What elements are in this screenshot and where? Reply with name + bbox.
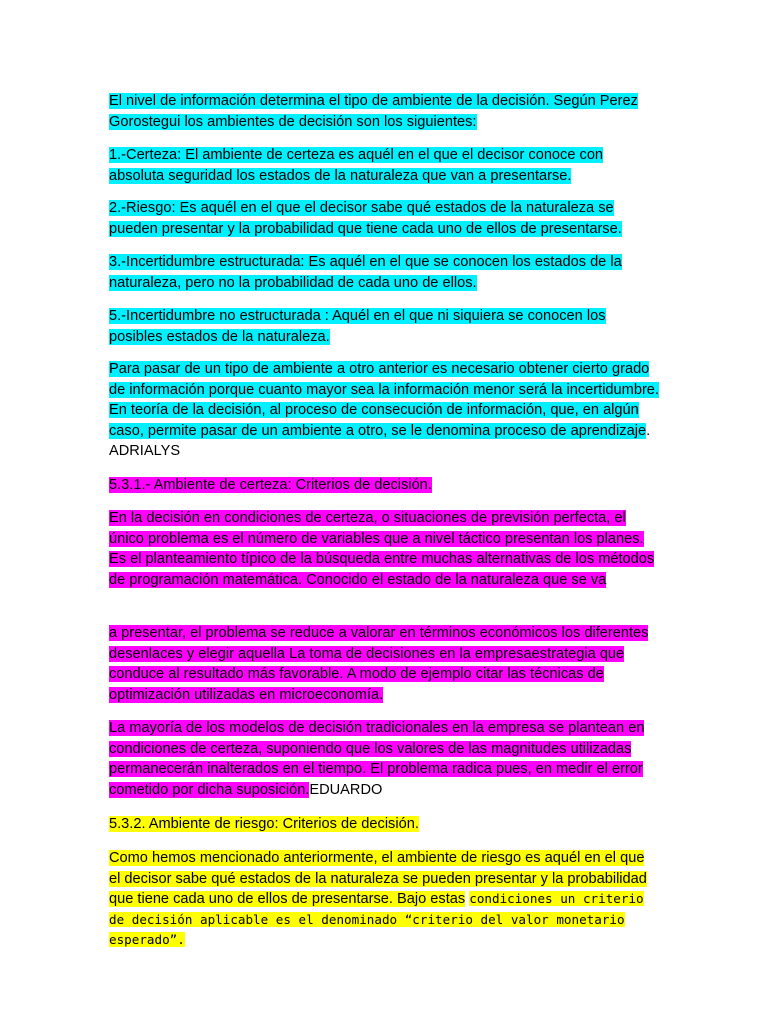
section-heading-riesgo xyxy=(109,814,659,835)
paragraph-aprendizaje xyxy=(109,359,659,462)
paragraph-valorar xyxy=(109,623,659,705)
paragraph-condiciones-certeza xyxy=(109,508,659,590)
highlighted-text: a presentar, el problema se reduce a valorar en términos económicos los diferentes desenlaces y elegir aquella La toma de decisiones en la empresaestrategia que conduce al resultado más favorable. A modo de ejemplo citar las técnicas de optimización utilizadas en microeconomía. xyxy=(109,625,649,703)
highlighted-text: 5.-Incertidumbre no estructurada : Aquél en el que ni siquiera se conocen los posibles estados de la naturaleza. xyxy=(109,308,606,345)
paragraph-intro xyxy=(109,91,659,132)
highlighted-text-monospace: condiciones un criterio de decisión aplicable es el denominado “criterio del valor monetario esperado”. xyxy=(109,891,644,947)
author-tag: EDUARDO xyxy=(309,781,383,798)
highlighted-text: En la decisión en condiciones de certeza, o situaciones de previsión perfecta, el único problema es el número de variables que a nivel táctico presentan los planes. Es el planteamiento típico de la búsqueda entre muchas alternativas de los métodos de programación matemática. Conocido el estado de la naturaleza que se va xyxy=(109,510,655,588)
paragraph-incertidumbre-estructurada xyxy=(109,252,659,293)
highlighted-text: Como hemos mencionado anteriormente, el ambiente de riesgo es aquél en el que el decisor sabe qué estados de la naturaleza se pueden presentar y la probabilidad que tiene cada uno de ellos de presentarse. Bajo estas xyxy=(109,850,647,907)
highlighted-text: 1.-Certeza: El ambiente de certeza es aquél en el que el decisor conoce con absoluta seguridad los estados de la naturaleza que van a presentarse. xyxy=(109,147,604,184)
highlighted-text: La mayoría de los modelos de decisión tradicionales en la empresa se plantean en condiciones de certeza, suponiendo que los valores de las magnitudes utilizadas permanecerán inalterados en el tiempo. El problema radica pues, en medir el error cometido por dicha suposición. xyxy=(109,720,645,798)
author-tag: . ADRIALYS xyxy=(109,422,651,459)
paragraph-riesgo xyxy=(109,198,659,239)
highlighted-text: 3.-Incertidumbre estructurada: Es aquél en el que se conocen los estados de la naturaleza, pero no la probabilidad de cada uno de ellos. xyxy=(109,254,622,291)
paragraph-ambiente-riesgo xyxy=(109,848,659,951)
paragraph-certeza xyxy=(109,145,659,186)
section-heading-certeza xyxy=(109,475,659,496)
highlighted-text: Para pasar de un tipo de ambiente a otro anterior es necesario obtener cierto grado de información porque cuanto mayor sea la información menor será la incertidumbre. En teoría de la decisión, al proceso de consecución de información, que, en algún caso, permite pasar de un ambiente a otro, se le denomina proceso de aprendizaje xyxy=(109,361,659,439)
highlighted-text: 5.3.2. Ambiente de riesgo: Criterios de decisión. xyxy=(109,816,419,832)
paragraph-modelos xyxy=(109,718,659,800)
paragraph-incertidumbre-no-estructurada xyxy=(109,306,659,347)
highlighted-text: 2.-Riesgo: Es aquél en el que el decisor sabe qué estados de la naturaleza se pueden presentar y la probabilidad que tiene cada uno de ellos de presentarse. xyxy=(109,200,622,237)
highlighted-text: El nivel de información determina el tipo de ambiente de la decisión. Según Perez Gorostegui los ambientes de decisión son los siguientes: xyxy=(109,93,638,130)
highlighted-text: 5.3.1.- Ambiente de certeza: Criterios de decisión. xyxy=(109,477,432,493)
